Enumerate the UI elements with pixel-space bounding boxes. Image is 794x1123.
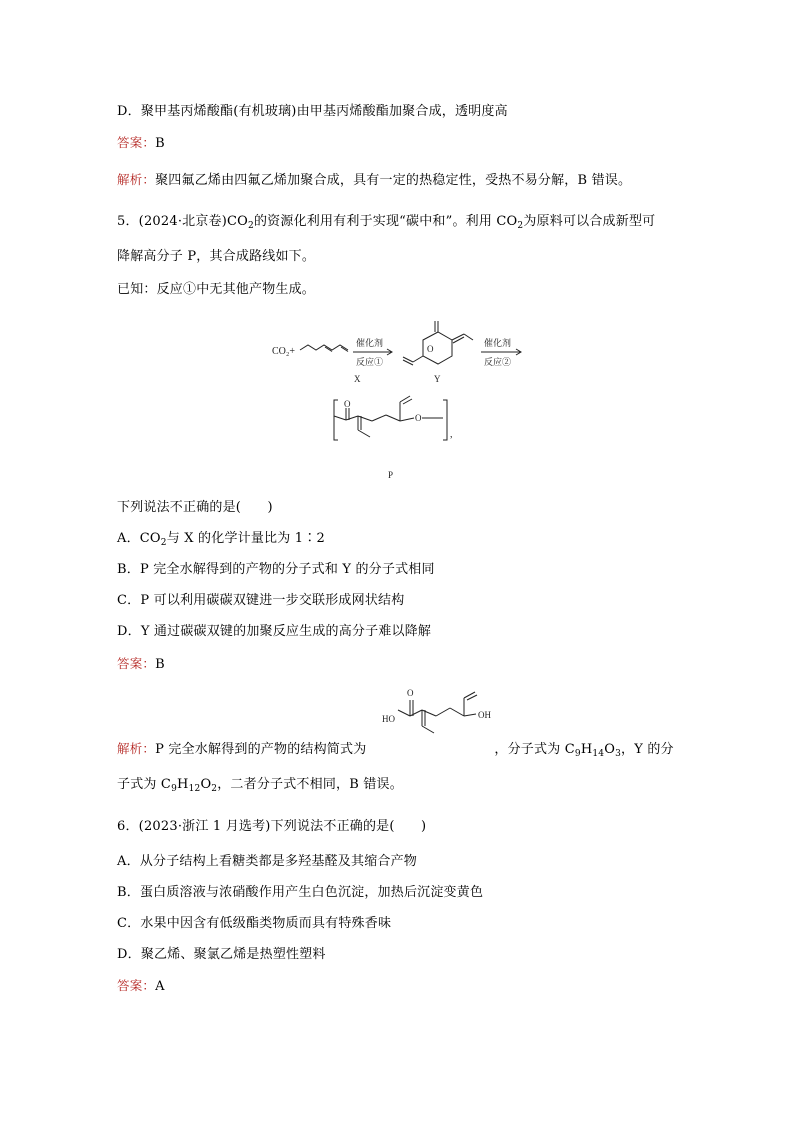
ho-group: HO <box>382 714 395 724</box>
co2-label: CO₂+ <box>272 346 296 357</box>
subscript: 9 <box>171 784 178 794</box>
q6-option-c: C．水果中因含有低级酯类物质而具有特殊香味 <box>117 916 392 931</box>
q6-option-a: A．从分子结构上看糖类都是多羟基醛及其缩合产物 <box>117 854 417 869</box>
answer-label: 答案： <box>117 656 156 671</box>
q4-analysis <box>117 171 631 190</box>
answer-label: 答案： <box>117 978 156 993</box>
q5-analysis-line1: 解析：P 完全水解得到的产物的结构简式为 ，分子式为 $C_9H_{14}O_3$，Y 的分 <box>117 741 674 759</box>
answer-value: B <box>155 136 165 151</box>
q5-question: 下列说法不正确的是( ) <box>117 500 273 515</box>
stem-part: 为原料可以合成新型可 <box>523 214 656 229</box>
reaction-scheme-figure <box>268 312 538 484</box>
answer-value: B <box>155 657 165 672</box>
ring-oxygen: O <box>427 344 434 354</box>
q5-stem-line2: 降解高分子 P，其合成路线如下。 <box>117 249 316 264</box>
analysis-label: 解析： <box>117 172 156 187</box>
answer-value: A <box>155 979 165 994</box>
subscript: 12 <box>188 784 201 794</box>
analysis-part: ，Y 的分 <box>621 742 674 757</box>
stem-part: 的资源化利用有利于实现“碳中和”。利用 CO <box>253 214 518 229</box>
subscript: 9 <box>574 749 581 759</box>
carbonyl-oxygen: O <box>344 399 351 409</box>
catalyst-2-label: 催化剂 <box>484 338 512 348</box>
q4-answer <box>117 134 165 153</box>
subscript: 2 <box>160 538 167 548</box>
q5-analysis-line2: 子式为 $C_9H_{12}O_2$，二者分子式不相同，B 错误。 <box>117 777 403 794</box>
q6-answer <box>117 977 165 996</box>
reaction-2-label: 反应② <box>484 357 512 367</box>
label-x: X <box>354 374 361 384</box>
q5-known: 已知：反应①中无其他产物生成。 <box>117 282 316 297</box>
label-p: P <box>388 470 394 480</box>
label-y: Y <box>434 374 441 384</box>
stem-part: 5．(2024·北京卷)CO <box>117 214 249 229</box>
reaction-1-label: 反应① <box>356 357 384 367</box>
analysis-part: P 完全水解得到的产物的结构简式为 <box>155 742 367 757</box>
q5-option-c: C．P 可以利用碳碳双键进一步交联形成网状结构 <box>117 593 405 608</box>
subscript: 2 <box>248 221 254 231</box>
q5-stem-line1 <box>117 213 655 235</box>
hydrolysis-product-structure <box>380 680 500 742</box>
q6-option-b: B．蛋白质溶液与浓硝酸作用产生白色沉淀，加热后沉淀变黄色 <box>117 885 484 900</box>
analysis-label: 解析： <box>117 741 156 756</box>
q5-answer <box>117 655 165 674</box>
q4-option-d: D．聚甲基丙烯酸酯(有机玻璃)由甲基丙烯酸酯加聚合成，透明度高 <box>117 104 508 119</box>
analysis-part: 子式为 C <box>117 777 172 792</box>
q6-option-d: D．聚乙烯、聚氯乙烯是热塑性塑料 <box>117 947 326 962</box>
oh-group: OH <box>478 710 491 720</box>
q5-option-d: D．Y 通过碳碳双键的加聚反应生成的高分子难以降解 <box>117 624 432 639</box>
catalyst-1-label: 催化剂 <box>356 338 384 348</box>
subscript: 2 <box>211 784 218 794</box>
analysis-part: ，二者分子式不相同，B 错误。 <box>217 777 403 792</box>
polymer-comma: , <box>450 429 453 440</box>
option-part: A．CO <box>117 531 161 546</box>
subscript: 14 <box>592 749 605 759</box>
carbonyl-oxygen: O <box>407 688 414 698</box>
q6-stem: 6．(2023·浙江 1 月选考)下列说法不正确的是( ) <box>117 819 427 834</box>
ether-oxygen: O <box>415 413 422 423</box>
subscript: 2 <box>517 221 524 231</box>
q5-option-a <box>117 530 325 552</box>
molecule-x-chain <box>300 345 348 350</box>
analysis-text: 聚四氟乙烯由四氟乙烯加聚合成，具有一定的热稳定性，受热不易分解，B 错误。 <box>155 173 632 188</box>
subscript: 3 <box>615 749 622 759</box>
q5-option-b: B．P 完全水解得到的产物的分子式和 Y 的分子式相同 <box>117 562 435 577</box>
analysis-part: ，分子式为 C <box>494 742 575 757</box>
polymer-bracket-right <box>443 400 447 440</box>
polymer-bracket-left <box>334 400 338 440</box>
option-part: 与 X 的化学计量比为 1∶2 <box>166 531 325 546</box>
answer-label: 答案： <box>117 135 156 150</box>
